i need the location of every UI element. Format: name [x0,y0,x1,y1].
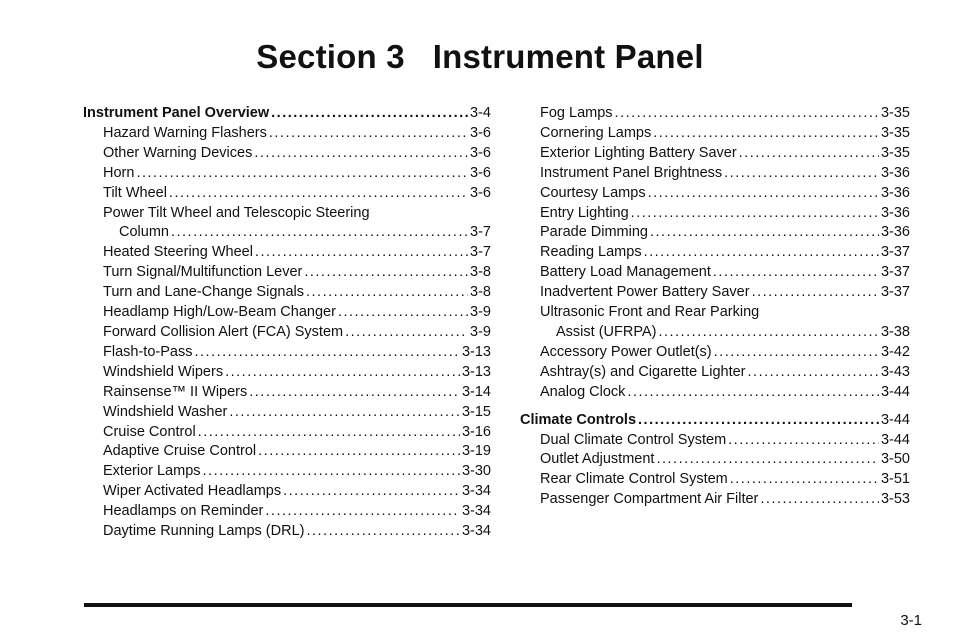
toc-item[interactable]: Tilt Wheel ..... 3-6 [83,184,491,204]
toc-item[interactable]: Cornering Lamps ..... 3-35 [520,124,910,144]
toc-item[interactable]: Flash-to-Pass ..... 3-13 [83,343,491,363]
toc-item[interactable]: Windshield Washer ..... 3-15 [83,403,491,423]
toc-item[interactable]: Fog Lamps ..... 3-35 [520,104,910,124]
toc-item[interactable]: Ashtray(s) and Cigarette Lighter ..... 3-43 [520,363,910,383]
toc-item[interactable]: Heated Steering Wheel ..... 3-7 [83,243,491,263]
toc-item[interactable]: Exterior Lighting Battery Saver ..... 3-35 [520,144,910,164]
toc-item[interactable]: Turn and Lane-Change Signals ..... 3-8 [83,283,491,303]
toc-right-column [520,104,910,510]
toc-item[interactable]: Instrument Panel Brightness ..... 3-36 [520,164,910,184]
toc-item[interactable]: Headlamp High/Low-Beam Changer ..... 3-9 [83,303,491,323]
toc-item[interactable]: Inadvertent Power Battery Saver ..... 3-37 [520,283,910,303]
toc-item[interactable]: Turn Signal/Multifunction Lever ..... 3-8 [83,263,491,283]
toc-item[interactable]: Rear Climate Control System ..... 3-51 [520,470,910,490]
toc-item[interactable]: Exterior Lamps ..... 3-30 [83,462,491,482]
section-title: Instrument Panel [432,38,704,75]
toc-item[interactable]: Other Warning Devices ..... 3-6 [83,144,491,164]
page-title [0,38,960,76]
footer-rule [84,603,852,607]
toc-item[interactable]: Accessory Power Outlet(s) ..... 3-42 [520,343,910,363]
toc-item[interactable]: Battery Load Management ..... 3-37 [520,263,910,283]
toc-item[interactable]: Forward Collision Alert (FCA) System ..... 3-9 [83,323,491,343]
toc-item[interactable]: Adaptive Cruise Control ..... 3-19 [83,442,491,462]
toc-item[interactable]: Passenger Compartment Air Filter ..... 3-53 [520,490,910,510]
toc-item[interactable]: Outlet Adjustment ..... 3-50 [520,450,910,470]
toc-item[interactable]: Cruise Control ..... 3-16 [83,423,491,443]
toc-item[interactable]: Entry Lighting ..... 3-36 [520,204,910,224]
toc-heading-climate-controls[interactable]: Climate Controls ..... 3-44 [520,411,910,431]
toc-item-multiline[interactable]: Ultrasonic Front and Rear Parking Assist (UFRPA) ..... 3-38 [520,303,910,343]
toc-item[interactable]: Horn ..... 3-6 [83,164,491,184]
toc-item[interactable]: Daytime Running Lamps (DRL) ..... 3-34 [83,522,491,542]
toc-item[interactable]: Windshield Wipers ..... 3-13 [83,363,491,383]
toc-item[interactable]: Reading Lamps ..... 3-37 [520,243,910,263]
toc-item-multiline[interactable]: Power Tilt Wheel and Telescopic Steering Column ..... 3-7 [83,204,491,244]
section-label: Section 3 [256,38,405,75]
toc-item[interactable]: Parade Dimming ..... 3-36 [520,223,910,243]
toc-item[interactable]: Analog Clock ..... 3-44 [520,383,910,403]
toc-item[interactable]: Wiper Activated Headlamps ..... 3-34 [83,482,491,502]
toc-heading-instrument-panel-overview[interactable]: Instrument Panel Overview ..... 3-4 [83,104,491,124]
toc-item[interactable]: Dual Climate Control System ..... 3-44 [520,431,910,451]
toc-item[interactable]: Hazard Warning Flashers ..... 3-6 [83,124,491,144]
toc-left-column [83,104,491,542]
toc-item[interactable]: Courtesy Lamps ..... 3-36 [520,184,910,204]
toc-item[interactable]: Headlamps on Reminder ..... 3-34 [83,502,491,522]
toc-item[interactable]: Rainsense™ II Wipers ..... 3-14 [83,383,491,403]
page-number: 3-1 [900,612,922,629]
